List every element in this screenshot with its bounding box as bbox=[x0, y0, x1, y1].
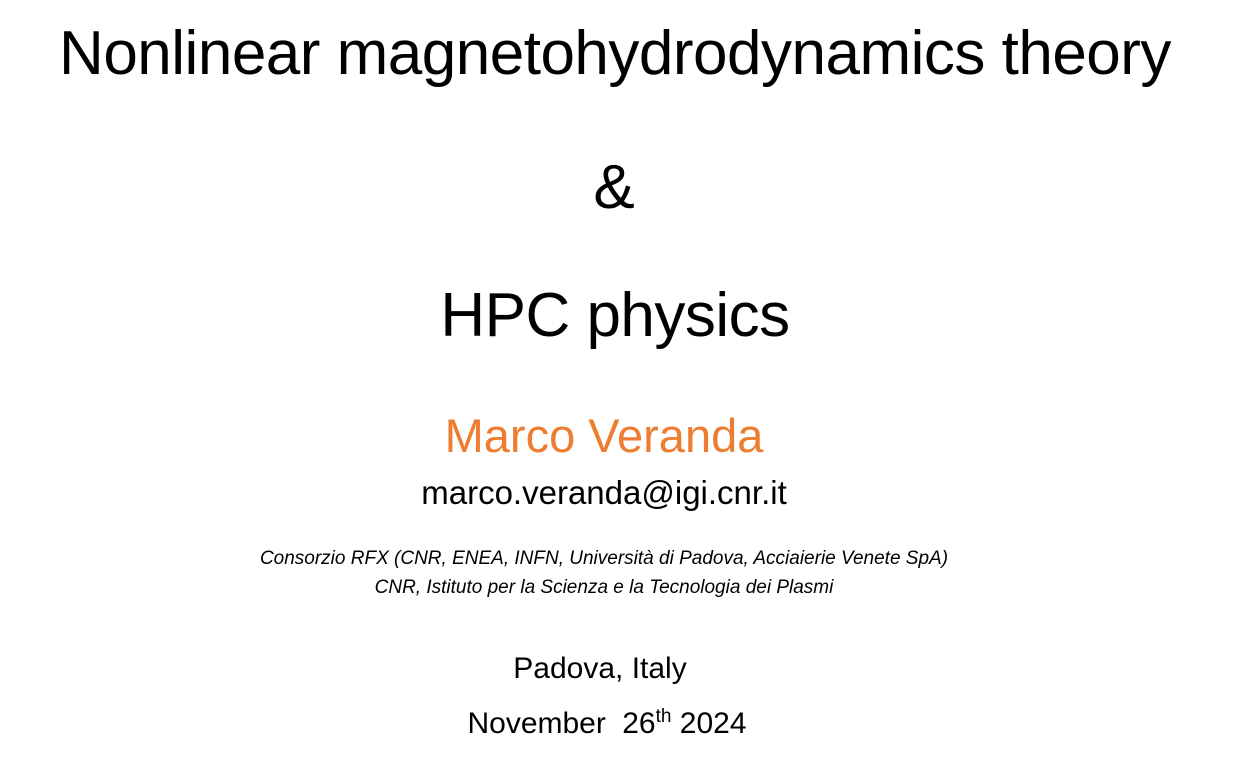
date-day: 26 bbox=[622, 707, 656, 740]
presentation-date bbox=[0, 703, 1233, 745]
title-line-1: Nonlinear magnetohydrodynamics theory bbox=[59, 19, 1171, 88]
affiliation-1: Consorzio RFX (CNR, ENEA, INFN, Università di Padova, Acciaierie Venete SpA) bbox=[259, 548, 949, 569]
date-month: November bbox=[467, 707, 606, 740]
date-year: 2024 bbox=[679, 707, 747, 740]
author-name: Marco Veranda bbox=[444, 409, 764, 462]
title-ampersand: & bbox=[593, 153, 635, 222]
location: Padova, Italy bbox=[513, 652, 687, 685]
affiliation-2: CNR, Istituto per la Scienza e la Tecnologia dei Plasmi bbox=[374, 577, 834, 598]
title-line-2: HPC physics bbox=[440, 281, 790, 350]
author-email: marco.veranda@igi.cnr.it bbox=[421, 474, 787, 511]
date-day-suffix: th bbox=[655, 706, 672, 727]
